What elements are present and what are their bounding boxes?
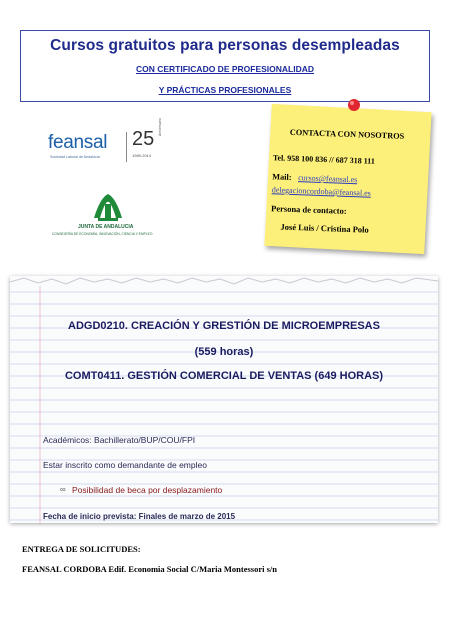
requirement-academic: Académicos: Bachillerato/BUP/COU/FPI — [43, 435, 196, 445]
grant-note: Posibilidad de beca por desplazamiento — [72, 485, 223, 495]
junta-name: JUNTA DE ANDALUCIA — [78, 224, 134, 230]
junta-department: CONSEJERÍA DE ECONOMÍA, INNOVACIÓN, CIENCIA Y EMPLEO — [52, 232, 153, 236]
feansal-tagline: Sociedad Laboral de Andalucía — [50, 155, 100, 159]
mail-label: Mail: — [272, 172, 292, 182]
page-title: Cursos gratuitos para personas desempleadas — [50, 37, 400, 54]
requirement-registered: Estar inscrito como demandante de empleo — [43, 460, 207, 470]
email-delegacion-link[interactable]: delegacioncordoba@feansal.es — [271, 185, 371, 198]
contact-person-label: Persona de contacto: — [270, 203, 347, 216]
bullet-icon: ∞ — [60, 485, 66, 494]
footer-submissions-heading: ENTREGA DE SOLICITUDES: — [22, 544, 141, 554]
anniversary-label: Aniversario — [158, 118, 162, 136]
junta-andalucia-logo — [52, 190, 164, 242]
junta-emblem-icon — [52, 190, 164, 224]
contact-heading: CONTACTA CON NOSOTROS — [289, 127, 405, 141]
feansal-logo — [46, 118, 171, 166]
pushpin-icon — [346, 98, 362, 114]
header-subtitle-certificate: CON CERTIFICADO DE PROFESIONALIDAD — [135, 64, 315, 74]
phone-numbers: 958 100 836 // 687 318 111 — [287, 153, 375, 166]
contact-phone — [273, 153, 375, 166]
header-subtitle-practices: Y PRÁCTICAS PROFESIONALES — [158, 85, 292, 95]
start-date: Fecha de inicio prevista: Finales de marzo de 2015 — [43, 512, 236, 521]
contact-person-names: José Luis / Cristina Polo — [280, 221, 369, 235]
feansal-wordmark: feansal — [48, 132, 108, 153]
course-2-title: COMT0411. GESTIÓN COMERCIAL DE VENTAS (649 HORAS) — [64, 370, 384, 382]
contact-card — [270, 117, 428, 252]
footer-address: FEANSAL CORDOBA Edif. Economia Social C/Maria Montessori s/n — [22, 564, 278, 574]
logo-divider — [126, 132, 127, 162]
course-paper-card — [10, 276, 438, 523]
email-cursos-link[interactable]: cursos@feansal.es — [298, 173, 358, 185]
phone-label: Tel. — [272, 153, 286, 163]
header-box — [20, 30, 430, 102]
course-1-hours: (559 horas) — [194, 346, 254, 358]
course-1-title: ADGD0210. CREACIÓN Y GRESTIÓN DE MICROEMPRESAS — [68, 320, 380, 332]
anniversary-number: 25 — [132, 128, 155, 150]
anniversary-years: 1989-2014 — [132, 153, 152, 158]
